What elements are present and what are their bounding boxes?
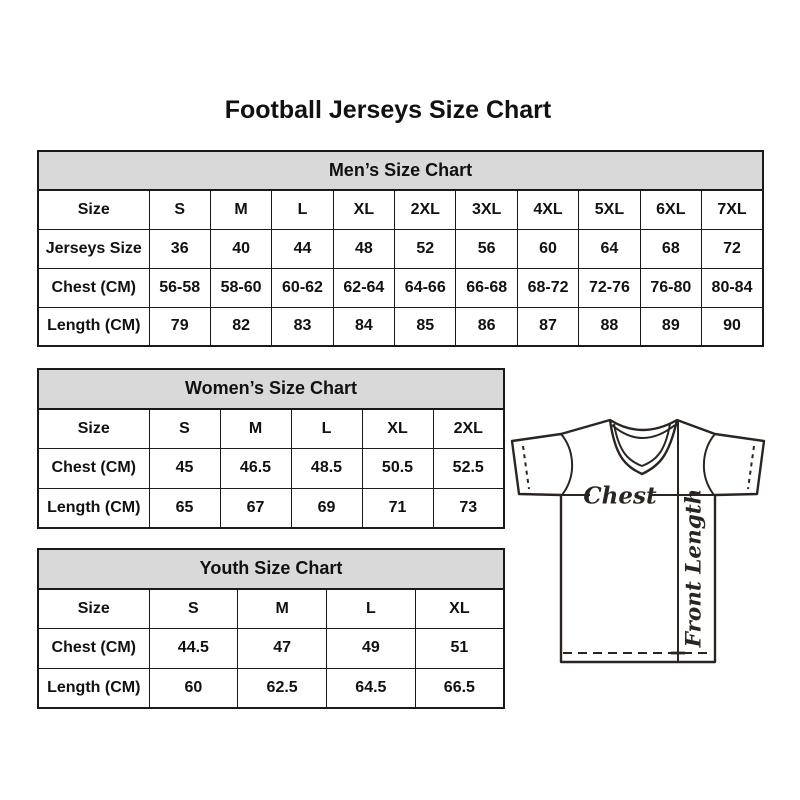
table-cell: XL [415,589,504,629]
table-header-row [38,549,504,589]
table-cell: 64 [579,229,640,268]
table-cell: L [327,589,416,629]
table-cell: 72-76 [579,268,640,307]
jersey-measurement-diagram [503,416,775,668]
table-cell: S [149,589,238,629]
table-cell: 64-66 [395,268,456,307]
table-cell: M [210,190,271,229]
table-row [38,268,763,307]
table-cell: 52.5 [433,449,504,489]
table-cell: 80-84 [702,268,763,307]
table-cell: 45 [149,449,220,489]
table-cell: 56-58 [149,268,210,307]
row-label: Chest (CM) [38,449,149,489]
women-table-title: Women’s Size Chart [38,369,504,409]
table-cell: 82 [210,307,271,346]
table-cell: 68-72 [517,268,578,307]
table-cell: 46.5 [220,449,291,489]
table-cell: 56 [456,229,517,268]
table-cell: 3XL [456,190,517,229]
table-row [38,629,504,669]
table-cell: 7XL [702,190,763,229]
table-cell: 66.5 [415,668,504,708]
table-cell: 5XL [579,190,640,229]
table-cell: 60 [517,229,578,268]
table-cell: 51 [415,629,504,669]
table-cell: 89 [640,307,701,346]
table-cell: 79 [149,307,210,346]
table-cell: 49 [327,629,416,669]
table-cell: S [149,190,210,229]
table-cell: 84 [333,307,394,346]
men-table-title: Men’s Size Chart [38,151,763,190]
row-label: Length (CM) [38,668,149,708]
row-label: Length (CM) [38,488,149,528]
youth-table-title: Youth Size Chart [38,549,504,589]
row-label: Jerseys Size [38,229,149,268]
table-cell: 52 [395,229,456,268]
table-cell: 88 [579,307,640,346]
table-cell: 67 [220,488,291,528]
table-cell: M [238,589,327,629]
table-cell: 76-80 [640,268,701,307]
mens-size-table [37,150,764,347]
row-label: Chest (CM) [38,268,149,307]
front-length-label: Front Length [681,488,707,648]
row-label: Length (CM) [38,307,149,346]
youth-size-table [37,548,505,709]
table-row [38,589,504,629]
row-label: Size [38,409,149,449]
table-cell: 90 [702,307,763,346]
table-cell: XL [362,409,433,449]
table-row [38,307,763,346]
row-label: Size [38,589,149,629]
table-cell: 2XL [395,190,456,229]
table-cell: 86 [456,307,517,346]
table-cell: 6XL [640,190,701,229]
womens-size-table [37,368,505,529]
table-cell: XL [333,190,394,229]
table-cell: 58-60 [210,268,271,307]
table-cell: 62-64 [333,268,394,307]
jersey-outline [512,420,764,662]
table-cell: 44.5 [149,629,238,669]
table-cell: 65 [149,488,220,528]
row-label: Chest (CM) [38,629,149,669]
table-cell: 73 [433,488,504,528]
table-cell: 68 [640,229,701,268]
table-cell: 36 [149,229,210,268]
table-cell: M [220,409,291,449]
row-label: Size [38,190,149,229]
table-cell: 48 [333,229,394,268]
table-cell: S [149,409,220,449]
table-cell: 71 [362,488,433,528]
table-cell: L [272,190,333,229]
table-cell: 48.5 [291,449,362,489]
table-cell: 4XL [517,190,578,229]
table-cell: 85 [395,307,456,346]
table-row [38,190,763,229]
table-cell: 83 [272,307,333,346]
table-cell: 64.5 [327,668,416,708]
table-header-row [38,151,763,190]
table-cell: 40 [210,229,271,268]
table-cell: 87 [517,307,578,346]
page-title: Football Jerseys Size Chart [224,96,552,124]
table-cell: 50.5 [362,449,433,489]
table-cell: 44 [272,229,333,268]
table-row [38,409,504,449]
table-header-row [38,369,504,409]
table-cell: 47 [238,629,327,669]
table-cell: 62.5 [238,668,327,708]
table-row [38,488,504,528]
table-cell: 69 [291,488,362,528]
table-cell: 60-62 [272,268,333,307]
table-row [38,668,504,708]
chest-label: Chest [583,482,657,510]
table-cell: 60 [149,668,238,708]
table-cell: 66-68 [456,268,517,307]
table-cell: 72 [702,229,763,268]
table-row [38,449,504,489]
table-row [38,229,763,268]
table-cell: 2XL [433,409,504,449]
table-cell: L [291,409,362,449]
